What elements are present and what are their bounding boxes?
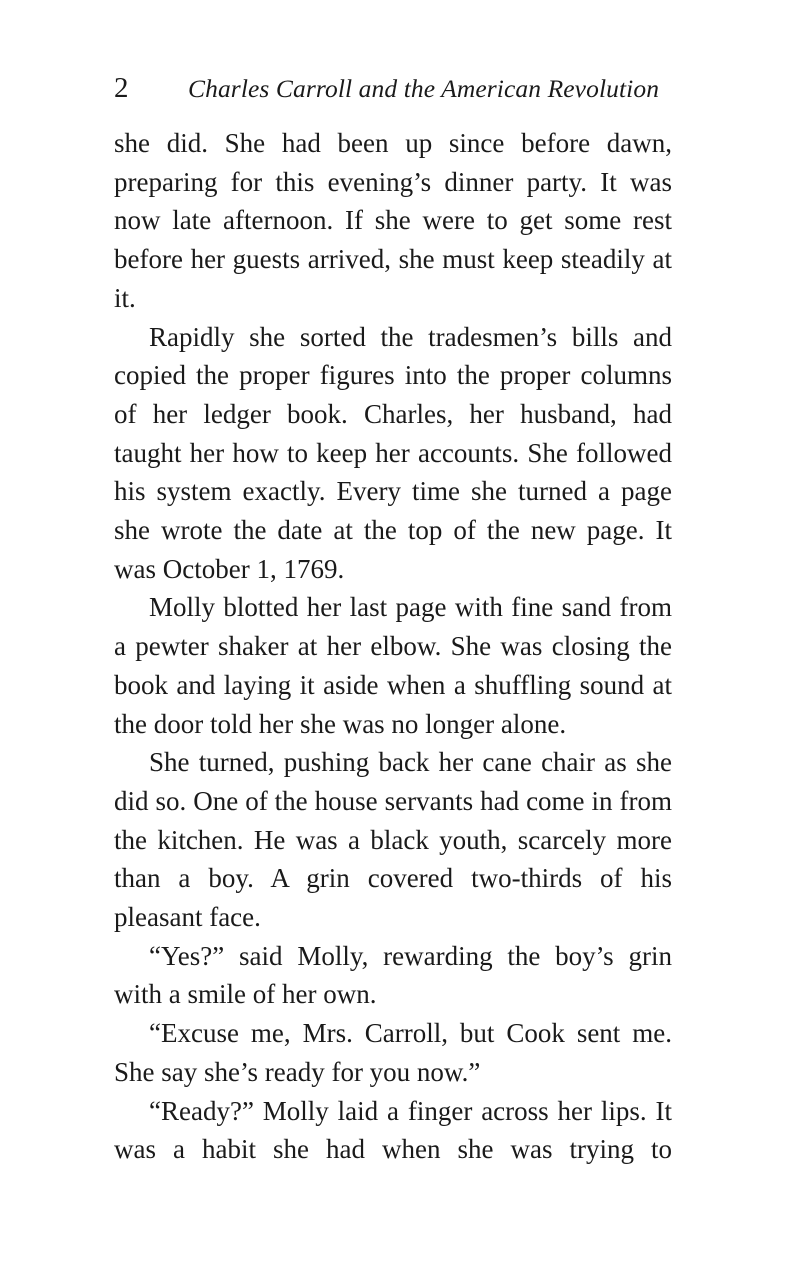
paragraph: “Ready?” Molly laid a finger across her lips. It was a habit she had when she was trying to [114, 1095, 672, 1165]
book-title: Charles Carroll and the American Revolution [188, 74, 660, 103]
running-head [114, 68, 674, 108]
paragraph: “Excuse me, Mrs. Carroll, but Cook sent me. She say she’s ready for you now.” [114, 1018, 672, 1087]
paragraph: “Yes?” said Molly, rewarding the boy’s grin with a smile of her own. [114, 940, 672, 1010]
paragraph: Rapidly she sorted the tradesmen’s bills and copied the proper figures into the proper columns of her ledger book. Charles, her husband, had taught her how to keep her accounts. She followed his system exactly. Every time she turned a page she wrote the date at the top of the new page. It was October 1, 1769. [114, 321, 672, 584]
paragraph: Molly blotted her last page with fine sand from a pewter shaker at her elbow. She was closing the book and laying it aside when a shuffling sound at the door told her she was no longer alone. [114, 592, 672, 739]
paragraph: She turned, pushing back her cane chair as she did so. One of the house servants had come in from the kitchen. He was a black youth, scarcely more than a boy. A grin covered two-thirds of his pleasant face. [114, 747, 672, 933]
body-text [114, 124, 672, 1169]
page-number: 2 [114, 72, 129, 104]
paragraph: she did. She had been up since before dawn, preparing for this evening’s dinner party. It was now late afternoon. If she were to get some rest before her guests arrived, she must keep steadily at it. [114, 128, 672, 313]
